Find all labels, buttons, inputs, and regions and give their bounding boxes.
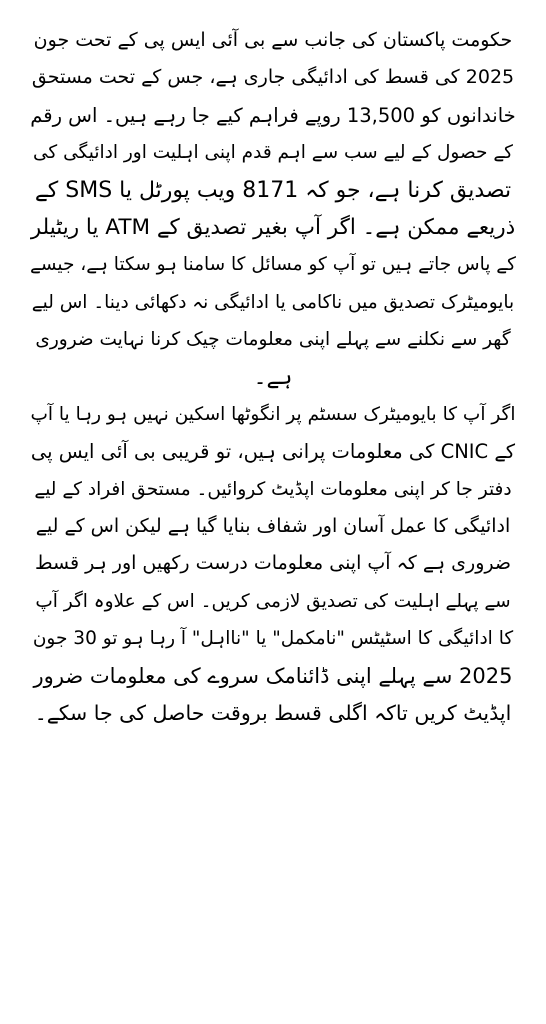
text-line: کے CNIC کی معلومات پرانی ہیں، تو قریبی بی آئی ایس پی — [30, 440, 516, 464]
text-line: کے حصول کے لیے سب سے اہم قدم اپنی اہلیت اور ادائیگی کی — [33, 142, 513, 164]
text-line: ادائیگی کا عمل آسان اور شفاف بنایا گیا ہے لیکن اس کے لیے — [35, 515, 511, 538]
text-line: کے پاس جاتے ہیں تو آپ کو مسائل کا سامنا ہو سکتا ہے، جیسے — [30, 254, 516, 276]
text-line: کا ادائیگی کا اسٹیٹس "نامکمل" یا "نااہل" آ رہا ہو تو 30 جون — [32, 628, 514, 650]
text-line: ضروری ہے کہ آپ اپنی معلومات درست رکھیں اور ہر قسط — [35, 552, 511, 575]
text-line: اپڈیٹ کریں تاکہ اگلی قسط بروقت حاصل کی جا سکے۔ — [34, 701, 512, 726]
text-line: حکومت پاکستان کی جانب سے بی آئی ایس پی کے تحت جون — [33, 29, 513, 51]
text-line: گھر سے نکلنے سے پہلے اپنی معلومات چیک کرنا نہایت ضروری — [35, 329, 511, 351]
text-line: دفتر جا کر اپنی معلومات اپڈیٹ کروائیں۔ مستحق افراد کے لیے — [34, 478, 512, 500]
text-line: سے پہلے اہلیت کی تصدیق لازمی کریں۔ اس کے علاوہ اگر آپ — [35, 590, 511, 612]
text-line: اگر آپ کا بایومیٹرک سسٹم پر انگوٹھا اسکین نہیں ہو رہا یا آپ — [30, 403, 516, 425]
text-line: 2025 کی قسط کی ادائیگی جاری ہے، جس کے تحت مستحق — [31, 66, 515, 89]
text-line: ذریعے ممکن ہے۔ اگر آپ بغیر تصدیق کے ATM یا ریٹیلر — [30, 214, 516, 240]
paragraph-bisp-payment — [30, 22, 516, 396]
text-line: 2025 سے پہلے اپنی ڈائنامک سروے کی معلومات ضرور — [33, 663, 513, 688]
paragraph-biometric-update — [30, 396, 516, 733]
text-line: بایومیٹرک تصدیق میں ناکامی یا ادائیگی نہ دکھائی دینا۔ اس لیے — [31, 291, 515, 313]
text-line: تصدیق کرنا ہے، جو کہ 8171 ویب پورٹل یا SMS کے — [34, 177, 512, 203]
text-line: ہے۔ — [253, 364, 293, 390]
text-line: خاندانوں کو 13,500 روپے فراہم کیے جا رہے ہیں۔ اس رقم — [30, 103, 516, 127]
